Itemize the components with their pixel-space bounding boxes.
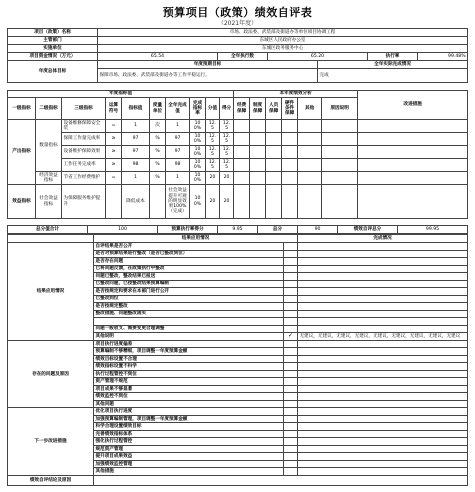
row-val: 1 bbox=[122, 120, 150, 133]
checklist-item: 绩效目标设置不合理 bbox=[94, 355, 284, 363]
row-rate: 100% bbox=[190, 133, 206, 146]
checklist-row bbox=[8, 340, 468, 348]
indicator-done-header: 年度指标值 bbox=[8, 91, 234, 98]
row-got: 12.5 bbox=[220, 159, 234, 172]
checkbox[interactable] bbox=[284, 468, 298, 476]
row-got: 20 bbox=[220, 172, 234, 185]
checkbox[interactable] bbox=[284, 318, 298, 326]
row-got: 12.5 bbox=[220, 146, 234, 159]
col-val: 指标值 bbox=[122, 98, 150, 120]
row-name: 保障工作量完成率 bbox=[62, 133, 106, 146]
funds-annual: 65.54 bbox=[98, 53, 218, 61]
checklist-item: 完善绩效指标体系 bbox=[94, 430, 284, 438]
row-sym bbox=[106, 185, 122, 219]
checkbox[interactable] bbox=[284, 280, 298, 288]
row-val: 97 bbox=[122, 133, 150, 146]
checkbox[interactable] bbox=[284, 265, 298, 273]
row-rate: 100% bbox=[190, 159, 206, 172]
checklist-result bbox=[298, 243, 468, 251]
checklist-result bbox=[298, 460, 468, 468]
col-l2: 二级指标 bbox=[36, 98, 62, 120]
info-table bbox=[7, 28, 468, 83]
row-sym: ≥ bbox=[106, 133, 122, 146]
section-title: 下一步改进措施 bbox=[8, 408, 94, 476]
table-row bbox=[8, 159, 468, 172]
checklist-item: 加强预算编制管理，项目调整一年度预算金额 bbox=[94, 415, 284, 423]
goal-actual-header: 全年实际完成情况 bbox=[318, 61, 468, 69]
table-row bbox=[8, 185, 468, 219]
checklist-item: 科学合理设置绩效目标 bbox=[94, 423, 284, 431]
row-unit: % bbox=[150, 133, 166, 146]
table-row bbox=[8, 172, 468, 185]
goal-actual: 完成 bbox=[318, 69, 468, 83]
row-score: 12.5 bbox=[206, 159, 220, 172]
table-row bbox=[8, 120, 468, 133]
checkbox[interactable] bbox=[284, 340, 298, 348]
total-label: 总分值合计 bbox=[8, 226, 88, 234]
row-got: 12.5 bbox=[220, 120, 234, 133]
checkbox[interactable] bbox=[284, 250, 298, 258]
row-done: 97 bbox=[166, 133, 190, 146]
checkbox[interactable] bbox=[284, 400, 298, 408]
checklist-item: 是否按规定和要求在本部门进行公开 bbox=[94, 288, 284, 296]
checklist-item: 是否对预算结果进行整改（是否已整改到位） bbox=[94, 250, 284, 258]
checklist-result bbox=[298, 310, 468, 318]
checklist-item: 绩效指标设置不科学 bbox=[94, 363, 284, 371]
goal-label: 年度总体目标 bbox=[8, 61, 98, 83]
row-name: 为保障服务维护提升 bbox=[62, 185, 106, 219]
row-name: 设备维护保障效果 bbox=[62, 146, 106, 159]
funds-exec: 65.20 bbox=[268, 53, 368, 61]
checkbox[interactable] bbox=[284, 445, 298, 453]
row-score: 20 bbox=[206, 185, 220, 219]
checklist-result bbox=[298, 438, 468, 446]
col-reason2: 制度保障 bbox=[250, 98, 266, 120]
checklist-result bbox=[298, 385, 468, 393]
checklist-result bbox=[298, 355, 468, 363]
checklist-result bbox=[298, 468, 468, 476]
row-score: 20 bbox=[206, 172, 220, 185]
row-done: 社会效益提升可观的明显效果100%（完成） bbox=[166, 185, 190, 219]
checkbox[interactable] bbox=[284, 325, 298, 333]
row-done: 97 bbox=[166, 146, 190, 159]
indicators-table bbox=[7, 90, 468, 219]
checkbox[interactable] bbox=[284, 460, 298, 468]
impl-value: 东城区政务服务中心 bbox=[98, 45, 468, 53]
checklist-item: 已将问题反馈，在政策执行中整改 bbox=[94, 265, 284, 273]
row-name: 工作任务完成率 bbox=[62, 159, 106, 172]
checklist-item: 执行过程管控不到位 bbox=[94, 370, 284, 378]
checklist-table bbox=[7, 234, 468, 486]
checklist-item: 预算编制不够精细，项目调整一年度预算金额 bbox=[94, 348, 284, 356]
checkbox[interactable] bbox=[284, 423, 298, 431]
section-title: 存在的问题及原因 bbox=[8, 340, 94, 408]
col-l3: 三级指标 bbox=[62, 98, 106, 120]
checklist-item: 其他说明 bbox=[94, 333, 284, 341]
col-unit: 度量单位 bbox=[150, 98, 166, 120]
row-unit bbox=[150, 185, 166, 219]
row-got: 20 bbox=[220, 185, 234, 219]
funds-exec-label: 全年执行数 bbox=[218, 53, 268, 61]
col-l1: 一级指标 bbox=[8, 98, 36, 120]
checklist-item: 已整改问题，已按整改结果预算编制 bbox=[94, 280, 284, 288]
row-unit: % bbox=[150, 146, 166, 159]
checklist-result bbox=[298, 415, 468, 423]
row-rate: 100% bbox=[190, 185, 206, 219]
row-done: 1 bbox=[166, 172, 190, 185]
checkbox[interactable] bbox=[284, 355, 298, 363]
row-name: 节省工作经费维护 bbox=[62, 172, 106, 185]
checkbox[interactable] bbox=[284, 273, 298, 281]
quantity-label: 数量指标 bbox=[36, 120, 62, 172]
col-score: 分值 bbox=[206, 98, 220, 120]
social-label: 社会效益指标 bbox=[36, 185, 62, 219]
col-reason1: 经费保障 bbox=[234, 98, 250, 120]
checkbox[interactable] bbox=[284, 453, 298, 461]
row-done: 98 bbox=[166, 159, 190, 172]
row-val: 97 bbox=[122, 146, 150, 159]
checklist-result bbox=[298, 273, 468, 281]
checklist-result bbox=[298, 288, 468, 296]
project-name: 市场、政法委、武装部及街道办等单位项目协调工程 bbox=[98, 29, 468, 37]
checkbox[interactable] bbox=[284, 370, 298, 378]
indicator-effect-header: 本年度绩效分析 bbox=[234, 91, 358, 98]
total-score-label: 总分 bbox=[258, 226, 298, 234]
checkbox[interactable] bbox=[284, 243, 298, 251]
col-rate: 完成指标率 bbox=[190, 98, 206, 120]
row-sym: ≥ bbox=[106, 159, 122, 172]
row-unit: % bbox=[150, 172, 166, 185]
checkbox[interactable] bbox=[284, 385, 298, 393]
funds-rate-label: 执行率 bbox=[368, 53, 418, 61]
col-sym: 运算符号 bbox=[106, 98, 122, 120]
row-score: 12.5 bbox=[206, 133, 220, 146]
col-reason5: 其他 bbox=[298, 98, 322, 120]
checkbox[interactable] bbox=[284, 310, 298, 318]
page-title: 预算项目（政策）绩效自评表 bbox=[162, 6, 313, 19]
summary-table bbox=[7, 225, 468, 234]
checkbox[interactable] bbox=[284, 363, 298, 371]
row-val: 1 bbox=[122, 172, 150, 185]
row-sym: ≥ bbox=[106, 146, 122, 159]
checklist-result bbox=[298, 348, 468, 356]
row-rate: 100% bbox=[190, 172, 206, 185]
checklist-item: 加强绩效监控管理 bbox=[94, 460, 284, 468]
checklist-result bbox=[298, 280, 468, 288]
checklist-result bbox=[298, 445, 468, 453]
section-title: 结果应用情况 bbox=[8, 243, 94, 341]
goal-plan-header: 年度预期目标 bbox=[98, 61, 318, 69]
checkbox[interactable] bbox=[284, 303, 298, 311]
checklist-result bbox=[298, 250, 468, 258]
output-label: 产出指标 bbox=[8, 120, 36, 185]
row-name: 设备维修保障安全装 bbox=[62, 120, 106, 133]
checklist-item: 问题已整改，整改结果已报送 bbox=[94, 273, 284, 281]
table-row bbox=[8, 146, 468, 159]
checklist-result bbox=[298, 393, 468, 401]
footer-label: 绩效自评结论及原因 bbox=[8, 475, 94, 485]
check-header-left: 结果应用情况 bbox=[94, 235, 298, 243]
self-score-label: 绩效自评总分 bbox=[338, 226, 398, 234]
row-unit: % bbox=[150, 159, 166, 172]
checklist-item: 优化项目执行进度 bbox=[94, 408, 284, 416]
check-header-right: 完成情况 bbox=[298, 235, 468, 243]
row-val: 98 bbox=[122, 159, 150, 172]
checklist-result bbox=[298, 318, 468, 326]
checklist-item: 整改措施、问题整改落实 bbox=[94, 310, 284, 318]
dept-label: 主管部门 bbox=[8, 37, 98, 45]
checklist-item: 资产管理不规范 bbox=[94, 378, 284, 386]
row-rate: 100% bbox=[190, 120, 206, 133]
col-fix: 改进措施 bbox=[358, 91, 468, 120]
checklist-item: 其他措施 bbox=[94, 468, 284, 476]
economic-label: 经济效益指标 bbox=[36, 172, 62, 185]
impl-label: 实施单位 bbox=[8, 45, 98, 53]
col-got: 得分 bbox=[220, 98, 234, 120]
row-score: 12.5 bbox=[206, 120, 220, 133]
page-subtitle: （2021年度） bbox=[217, 20, 258, 27]
total-value: 100 bbox=[88, 226, 158, 234]
checklist-item: 强化执行过程管控 bbox=[94, 438, 284, 446]
checklist-result bbox=[298, 340, 468, 348]
checklist-result bbox=[298, 303, 468, 311]
checklist-item: 规范资产管理 bbox=[94, 445, 284, 453]
checklist-result bbox=[298, 378, 468, 386]
goal-plan: 保障市场、政法委、武装部及街道办等工作平稳运行。 bbox=[98, 69, 318, 83]
checklist-item: 自评结果是否公开 bbox=[94, 243, 284, 251]
row-sym: = bbox=[106, 120, 122, 133]
col-reason4: 硬件条件保障 bbox=[282, 98, 298, 120]
checklist-result bbox=[298, 258, 468, 266]
col-done: 全年完成值 bbox=[166, 98, 190, 120]
checklist-item: 其他问题 bbox=[94, 400, 284, 408]
checklist-result bbox=[298, 265, 468, 273]
checklist-item: 是否按规定整改 bbox=[94, 303, 284, 311]
checklist-result bbox=[298, 295, 468, 303]
checkbox[interactable] bbox=[284, 393, 298, 401]
checklist-result bbox=[298, 400, 468, 408]
checklist-item: 问题一般收支、需要变更合理调整 bbox=[94, 325, 284, 333]
checkbox[interactable]: ✓ bbox=[284, 333, 298, 341]
checklist-result bbox=[298, 423, 468, 431]
checklist-item: 项目成果不够显著 bbox=[94, 385, 284, 393]
col-reason6: 原因说明 bbox=[322, 98, 358, 120]
checkbox[interactable] bbox=[284, 408, 298, 416]
checklist-result: 无建议，无建议，无建议，无建议，无建议，无建议，无建议，无建议，无建议 bbox=[298, 333, 468, 341]
checklist-result bbox=[298, 370, 468, 378]
project-name-label: 项目（政策）名称 bbox=[8, 29, 98, 37]
checklist-result bbox=[298, 453, 468, 461]
table-row bbox=[8, 133, 468, 146]
checklist-item: 项目执行进度偏差 bbox=[94, 340, 284, 348]
checkbox[interactable] bbox=[284, 258, 298, 266]
total-score: 90 bbox=[298, 226, 338, 234]
checklist-item: 提升项目成果效益 bbox=[94, 453, 284, 461]
exec-score: 9.95 bbox=[218, 226, 258, 234]
exec-score-label: 预算执行率得分 bbox=[158, 226, 218, 234]
checkbox[interactable] bbox=[284, 295, 298, 303]
checklist-item: 是否存在问题 bbox=[94, 258, 284, 266]
checklist-item: 已整改到位 bbox=[94, 295, 284, 303]
checklist-item bbox=[94, 318, 284, 326]
col-reason3: 人员保障 bbox=[266, 98, 282, 120]
checkbox[interactable] bbox=[284, 438, 298, 446]
checklist-row bbox=[8, 408, 468, 416]
checklist-item: 绩效监控不到位 bbox=[94, 393, 284, 401]
checkbox[interactable] bbox=[284, 288, 298, 296]
checklist-row bbox=[8, 243, 468, 251]
effect-label: 效益指标 bbox=[8, 185, 36, 219]
checkbox[interactable] bbox=[284, 430, 298, 438]
row-val: 降低成本 bbox=[122, 185, 150, 219]
self-score: 99.95 bbox=[398, 226, 468, 234]
row-done: 1 bbox=[166, 120, 190, 133]
dept-value: 东城区人民政府办公室 bbox=[98, 37, 468, 45]
row-sym: = bbox=[106, 172, 122, 185]
checklist-result bbox=[298, 325, 468, 333]
row-score: 12.5 bbox=[206, 146, 220, 159]
checkbox[interactable] bbox=[284, 378, 298, 386]
funds-rate: 99.48% bbox=[418, 53, 468, 61]
checklist-result bbox=[298, 430, 468, 438]
row-rate: 100% bbox=[190, 146, 206, 159]
row-got: 12.5 bbox=[220, 133, 234, 146]
checklist-body bbox=[8, 243, 468, 476]
checklist-result bbox=[298, 363, 468, 371]
row-unit: 次 bbox=[150, 120, 166, 133]
checkbox[interactable] bbox=[284, 348, 298, 356]
funds-label: 项目资金情况（万元） bbox=[8, 53, 98, 61]
checklist-result bbox=[298, 408, 468, 416]
checkbox[interactable] bbox=[284, 415, 298, 423]
